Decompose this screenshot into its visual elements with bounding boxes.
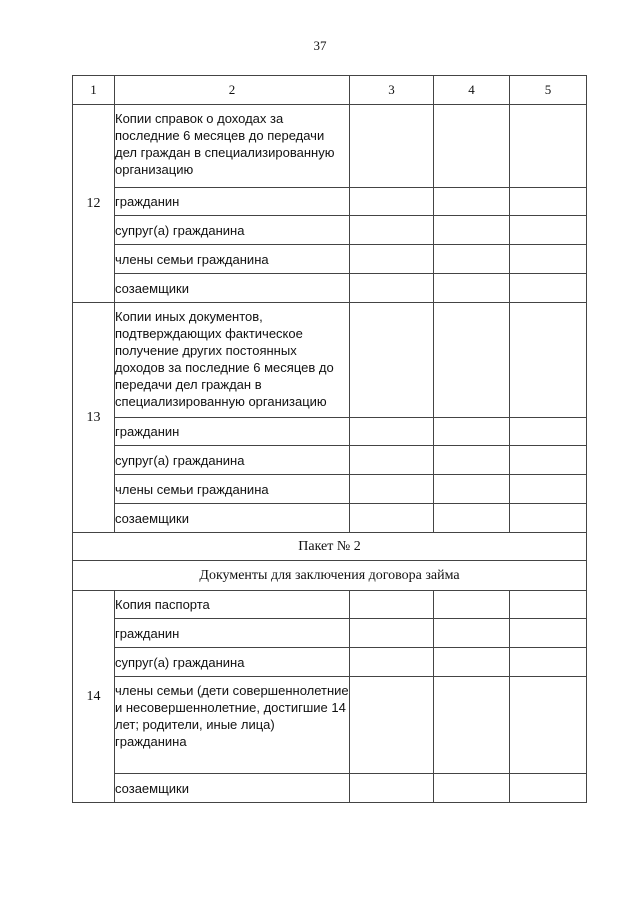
row-item: гражданин (115, 619, 350, 648)
table-row (73, 475, 587, 504)
table-row (73, 303, 587, 418)
table-row (73, 648, 587, 677)
table-cell (510, 648, 587, 677)
table-row (73, 504, 587, 533)
table-cell (510, 677, 587, 774)
table-cell (434, 274, 510, 303)
row-item: члены семьи гражданина (115, 475, 350, 504)
table-cell (510, 446, 587, 475)
table-cell (510, 504, 587, 533)
table-cell (350, 774, 434, 803)
table-cell (434, 504, 510, 533)
table-cell (434, 648, 510, 677)
table-cell (510, 774, 587, 803)
row-number: 14 (73, 591, 115, 803)
table-cell (434, 446, 510, 475)
table-cell (350, 303, 434, 418)
table-cell (510, 591, 587, 619)
page-number: 37 (313, 38, 327, 53)
table-cell (350, 105, 434, 188)
table-cell (350, 446, 434, 475)
table-cell (434, 216, 510, 245)
table-row (73, 188, 587, 216)
table-cell (434, 105, 510, 188)
column-header-4: 4 (434, 76, 510, 105)
table-cell (510, 245, 587, 274)
table-cell (350, 188, 434, 216)
table-header-row (73, 76, 587, 105)
table-cell (510, 216, 587, 245)
table-cell (510, 105, 587, 188)
table-row (73, 446, 587, 475)
documents-table (72, 75, 587, 803)
table-cell (434, 245, 510, 274)
package-title: Пакет № 2 (73, 533, 587, 561)
package-subtitle-row (73, 561, 587, 591)
table-row (73, 619, 587, 648)
column-header-2: 2 (115, 76, 350, 105)
row-item: супруг(а) гражданина (115, 648, 350, 677)
table-cell (510, 274, 587, 303)
table-cell (350, 677, 434, 774)
table-cell (510, 303, 587, 418)
table-cell (510, 418, 587, 446)
table-cell (510, 619, 587, 648)
table-cell (350, 274, 434, 303)
column-header-3: 3 (350, 76, 434, 105)
row-item: члены семьи гражданина (115, 245, 350, 274)
table-cell (434, 475, 510, 504)
table-cell (434, 591, 510, 619)
table-cell (510, 475, 587, 504)
table-cell (510, 188, 587, 216)
table-cell (350, 245, 434, 274)
table-cell (434, 774, 510, 803)
table-row (73, 216, 587, 245)
row-item: созаемщики (115, 504, 350, 533)
row-item: гражданин (115, 188, 350, 216)
table-row (73, 245, 587, 274)
row-item: супруг(а) гражданина (115, 446, 350, 475)
table-row (73, 274, 587, 303)
table-cell (350, 216, 434, 245)
table-cell (350, 619, 434, 648)
row-title: Копии справок о доходах за последние 6 месяцев до передачи дел граждан в специализированную организацию (115, 105, 350, 188)
column-header-5: 5 (510, 76, 587, 105)
row-title: Копии иных документов, подтверждающих фактическое получение других постоянных доходов за последние 6 месяцев до передачи дел граждан в специализированную организацию (115, 303, 350, 418)
table-cell (434, 418, 510, 446)
row-number: 13 (73, 303, 115, 533)
table-row (73, 774, 587, 803)
table-cell (350, 648, 434, 677)
table-row (73, 677, 587, 774)
row-title: Копия паспорта (115, 591, 350, 619)
row-item: члены семьи (дети совершеннолетние и несовершеннолетние, достигшие 14 лет; родители, иные лица) гражданина (115, 677, 350, 774)
table-cell (434, 677, 510, 774)
row-item: супруг(а) гражданина (115, 216, 350, 245)
table-cell (350, 418, 434, 446)
table-row (73, 418, 587, 446)
row-number: 12 (73, 105, 115, 303)
table-cell (350, 475, 434, 504)
package-subtitle: Документы для заключения договора займа (73, 561, 587, 591)
table-cell (350, 504, 434, 533)
table-cell (350, 591, 434, 619)
table-cell (434, 619, 510, 648)
package-title-row (73, 533, 587, 561)
row-item: созаемщики (115, 774, 350, 803)
table-cell (434, 188, 510, 216)
column-header-1: 1 (73, 76, 115, 105)
table-row (73, 105, 587, 188)
row-item: созаемщики (115, 274, 350, 303)
row-item: гражданин (115, 418, 350, 446)
table-row (73, 591, 587, 619)
table-cell (434, 303, 510, 418)
